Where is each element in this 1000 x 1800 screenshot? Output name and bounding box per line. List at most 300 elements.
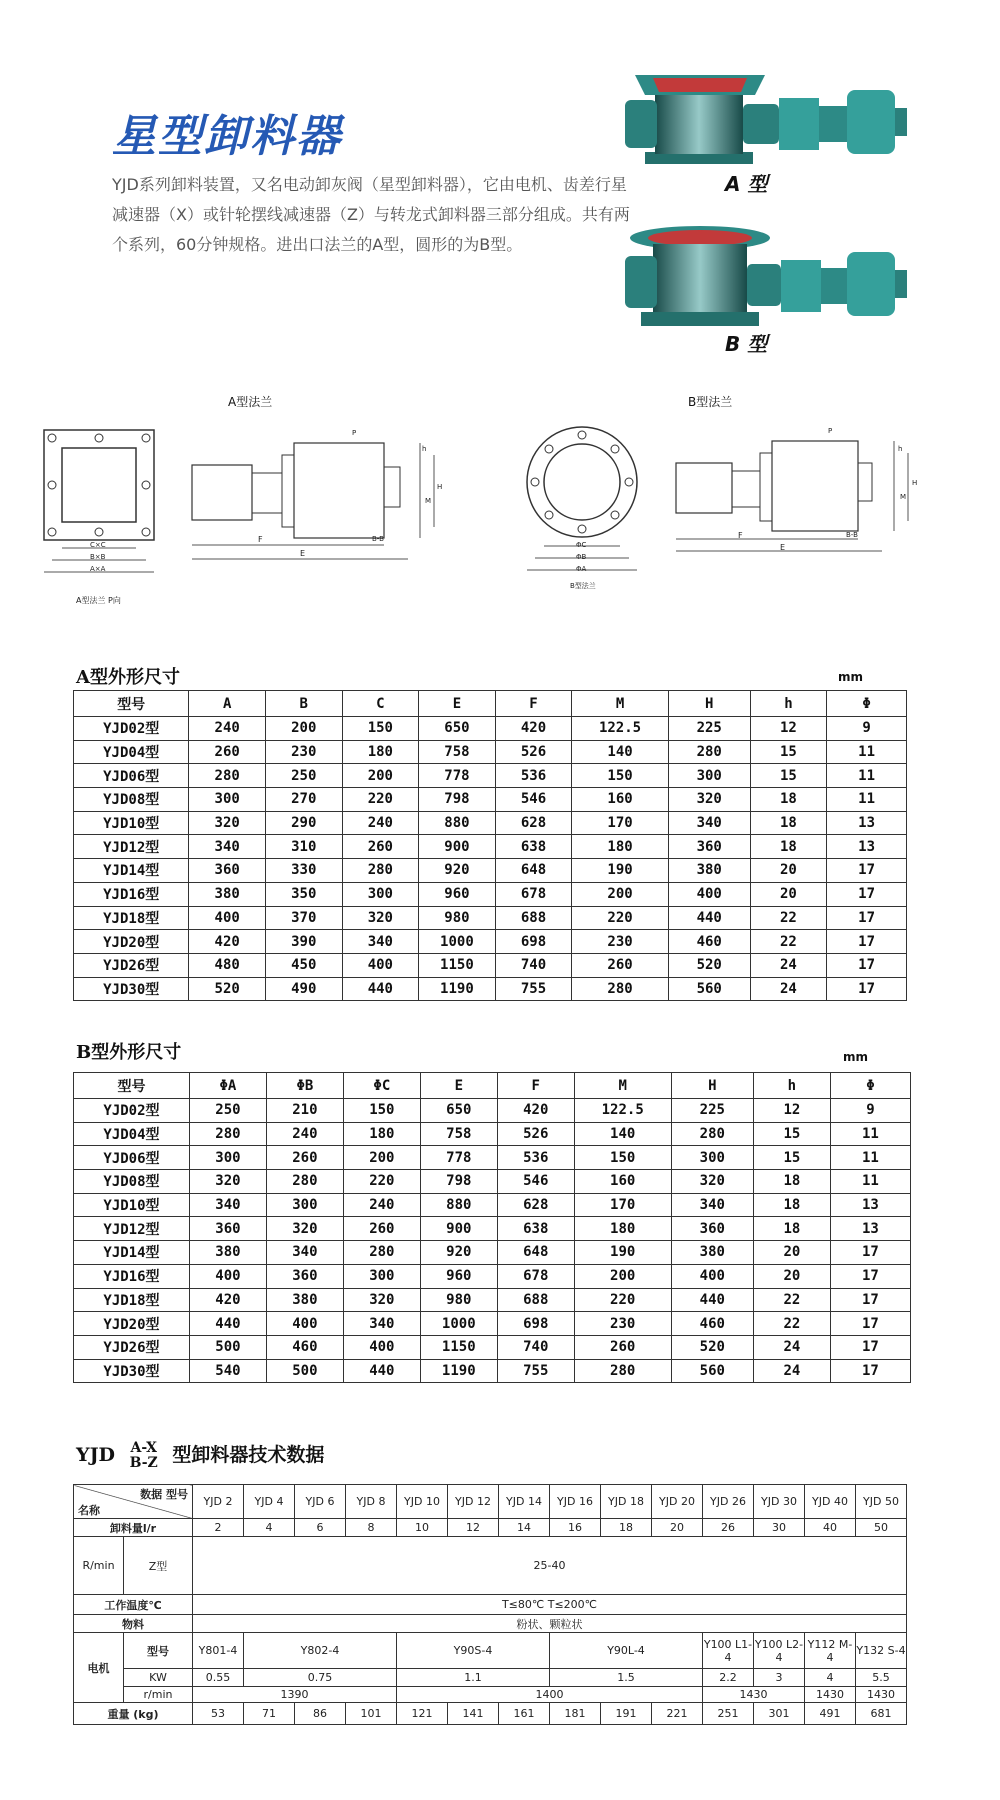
table-b-unit: mm <box>843 1050 869 1064</box>
value-cell: 200 <box>343 1146 420 1170</box>
value-cell: 360 <box>668 835 750 859</box>
table_b-header-8: h <box>753 1073 830 1099</box>
table-row <box>74 859 907 883</box>
value-cell: 460 <box>668 930 750 954</box>
weight-cell: 681 <box>856 1703 907 1725</box>
model-header-cell: YJD 50 <box>856 1485 907 1519</box>
capacity-cell: 18 <box>601 1519 652 1537</box>
rpm-cell: 1390 <box>193 1687 397 1703</box>
model-cell: YJD04型 <box>74 740 189 764</box>
value-cell: 170 <box>574 1193 671 1217</box>
value-cell: 638 <box>495 835 572 859</box>
value-cell: 460 <box>266 1335 343 1359</box>
table-a-title: A型外形尺寸 <box>76 667 180 688</box>
tech-data-body <box>74 1485 907 1725</box>
table-row <box>74 1170 911 1194</box>
kw-cell: 3 <box>754 1669 805 1687</box>
capacity-cell: 6 <box>295 1519 346 1537</box>
value-cell: 200 <box>572 882 669 906</box>
corner-bottom-label: 名称 <box>78 1503 100 1517</box>
table_b-header-9: Φ <box>830 1073 910 1099</box>
value-cell: 330 <box>265 859 342 883</box>
value-cell: 960 <box>419 882 496 906</box>
value-cell: 230 <box>574 1312 671 1336</box>
value-cell: 320 <box>189 1170 266 1194</box>
value-cell: 22 <box>753 1312 830 1336</box>
table-row <box>74 1359 911 1383</box>
table-row <box>74 1264 911 1288</box>
weight-cell: 86 <box>295 1703 346 1725</box>
value-cell: 798 <box>419 788 496 812</box>
value-cell: 13 <box>827 835 907 859</box>
value-cell: 280 <box>343 1241 420 1265</box>
value-cell: 960 <box>420 1264 497 1288</box>
tech-header-row <box>74 1485 907 1519</box>
model-cell: YJD26型 <box>74 1335 190 1359</box>
model-cell: YJD30型 <box>74 1359 190 1383</box>
value-cell: 628 <box>497 1193 574 1217</box>
value-cell: 440 <box>343 1359 420 1383</box>
value-cell: 678 <box>497 1264 574 1288</box>
table-row <box>74 953 907 977</box>
value-cell: 688 <box>497 1288 574 1312</box>
value-cell: 320 <box>342 906 419 930</box>
value-cell: 225 <box>671 1099 753 1123</box>
value-cell: 20 <box>753 1241 830 1265</box>
a-side-dim-bb: B-B <box>372 535 384 543</box>
value-cell: 280 <box>574 1359 671 1383</box>
kw-cell: 2.2 <box>703 1669 754 1687</box>
weight-cell: 251 <box>703 1703 754 1725</box>
material-value: 粉状、颗粒状 <box>193 1615 907 1633</box>
model-cell: YJD10型 <box>74 1193 190 1217</box>
model-header-cell: YJD 8 <box>346 1485 397 1519</box>
product-description: YJD系列卸料装置，又名电动卸灰阀（星型卸料器），它由电机、齿差行星减速器（X）或针轮摆线减速器（Z）与转龙式卸料器三部分组成。共有两个系列，60分钟规格。进出口法兰的A型，圆形的为B型。 <box>112 175 630 254</box>
weight-cell: 301 <box>754 1703 805 1725</box>
value-cell: 650 <box>419 717 496 741</box>
value-cell: 460 <box>671 1312 753 1336</box>
value-cell: 180 <box>342 740 419 764</box>
value-cell: 400 <box>342 953 419 977</box>
table_a-header-4: E <box>419 691 496 717</box>
speed-label: R/min <box>74 1537 124 1595</box>
table_a-header-2: B <box>265 691 342 717</box>
value-cell: 520 <box>668 953 750 977</box>
value-cell: 390 <box>265 930 342 954</box>
b-side-dim-f: F <box>738 531 743 540</box>
model-cell: YJD16型 <box>74 1264 190 1288</box>
capacity-cell: 2 <box>193 1519 244 1537</box>
capacity-cell: 30 <box>754 1519 805 1537</box>
table-b-body <box>74 1099 911 1383</box>
value-cell: 648 <box>497 1241 574 1265</box>
value-cell: 798 <box>420 1170 497 1194</box>
value-cell: 18 <box>753 1193 830 1217</box>
b-flange-caption: B型法兰 <box>570 582 596 590</box>
table-a-unit: mm <box>838 670 864 684</box>
value-cell: 180 <box>343 1122 420 1146</box>
value-cell: 13 <box>830 1193 910 1217</box>
a-side-dim-h-small: h <box>422 445 427 453</box>
value-cell: 520 <box>189 977 266 1001</box>
value-cell: 18 <box>750 835 827 859</box>
value-cell: 778 <box>419 764 496 788</box>
value-cell: 24 <box>753 1335 830 1359</box>
tech-weight-row <box>74 1703 907 1725</box>
table_a-header-1: A <box>189 691 266 717</box>
value-cell: 220 <box>574 1288 671 1312</box>
model-header-cell: YJD 10 <box>397 1485 448 1519</box>
table-row <box>74 1335 911 1359</box>
table-b-title: B型外形尺寸 <box>76 1042 182 1063</box>
table_b-header-0: 型号 <box>74 1073 190 1099</box>
table-a-dimensions <box>73 690 907 1001</box>
table-row <box>74 788 907 812</box>
capacity-cell: 20 <box>652 1519 703 1537</box>
table-row <box>74 811 907 835</box>
value-cell: 190 <box>574 1241 671 1265</box>
model-header-cell: YJD 40 <box>805 1485 856 1519</box>
rpm-cell: 1430 <box>703 1687 805 1703</box>
value-cell: 9 <box>827 717 907 741</box>
value-cell: 17 <box>827 859 907 883</box>
table-row <box>74 977 907 1001</box>
value-cell: 122.5 <box>574 1099 671 1123</box>
value-cell: 400 <box>671 1264 753 1288</box>
model-header-cell: YJD 18 <box>601 1485 652 1519</box>
value-cell: 360 <box>671 1217 753 1241</box>
value-cell: 560 <box>671 1359 753 1383</box>
value-cell: 250 <box>265 764 342 788</box>
value-cell: 880 <box>420 1193 497 1217</box>
model-cell: YJD06型 <box>74 764 189 788</box>
value-cell: 250 <box>189 1099 266 1123</box>
b-flange-dim-a: ΦA <box>576 565 587 573</box>
value-cell: 370 <box>265 906 342 930</box>
model-cell: YJD08型 <box>74 788 189 812</box>
value-cell: 260 <box>574 1335 671 1359</box>
model-cell: YJD14型 <box>74 859 189 883</box>
value-cell: 440 <box>342 977 419 1001</box>
value-cell: 526 <box>497 1122 574 1146</box>
kw-cell: 1.5 <box>550 1669 703 1687</box>
b-side-dim-bb: B-B <box>846 531 858 539</box>
value-cell: 536 <box>497 1146 574 1170</box>
value-cell: 260 <box>572 953 669 977</box>
value-cell: 300 <box>189 788 266 812</box>
value-cell: 22 <box>750 906 827 930</box>
table_a-header-5: F <box>495 691 572 717</box>
table_a-header-0: 型号 <box>74 691 189 717</box>
value-cell: 440 <box>668 906 750 930</box>
value-cell: 280 <box>668 740 750 764</box>
corner-top-label: 数据 型号 <box>140 1487 188 1501</box>
value-cell: 520 <box>671 1335 753 1359</box>
value-cell: 260 <box>343 1217 420 1241</box>
model-header-cell: YJD 16 <box>550 1485 601 1519</box>
kw-cell: 4 <box>805 1669 856 1687</box>
tech-capacity-row <box>74 1519 907 1537</box>
tech-title-prefix: YJD <box>76 1444 116 1466</box>
value-cell: 320 <box>343 1288 420 1312</box>
table_a-header-7: H <box>668 691 750 717</box>
value-cell: 17 <box>830 1264 910 1288</box>
value-cell: 340 <box>342 930 419 954</box>
value-cell: 270 <box>265 788 342 812</box>
value-cell: 160 <box>572 788 669 812</box>
value-cell: 698 <box>495 930 572 954</box>
value-cell: 500 <box>266 1359 343 1383</box>
value-cell: 300 <box>189 1146 266 1170</box>
value-cell: 400 <box>668 882 750 906</box>
value-cell: 536 <box>495 764 572 788</box>
speed-value: 25-40 <box>193 1537 907 1595</box>
capacity-cell: 26 <box>703 1519 754 1537</box>
value-cell: 230 <box>572 930 669 954</box>
value-cell: 380 <box>189 882 266 906</box>
model-header-cell: YJD 14 <box>499 1485 550 1519</box>
model-cell: YJD26型 <box>74 953 189 977</box>
value-cell: 920 <box>420 1241 497 1265</box>
model-cell: YJD02型 <box>74 717 189 741</box>
weight-cell: 141 <box>448 1703 499 1725</box>
model-header-cell: YJD 26 <box>703 1485 754 1519</box>
value-cell: 240 <box>266 1122 343 1146</box>
value-cell: 1000 <box>419 930 496 954</box>
value-cell: 220 <box>342 788 419 812</box>
product-a-image <box>615 60 915 196</box>
value-cell: 320 <box>668 788 750 812</box>
tech-corner-cell <box>74 1485 193 1519</box>
value-cell: 280 <box>189 1122 266 1146</box>
value-cell: 340 <box>671 1193 753 1217</box>
value-cell: 280 <box>342 859 419 883</box>
value-cell: 300 <box>342 882 419 906</box>
weight-cell: 221 <box>652 1703 703 1725</box>
value-cell: 24 <box>753 1359 830 1383</box>
value-cell: 15 <box>753 1122 830 1146</box>
a-side-dim-f: F <box>258 535 263 544</box>
capacity-cell: 14 <box>499 1519 550 1537</box>
value-cell: 230 <box>265 740 342 764</box>
b-flange-dim-c: ΦC <box>576 541 587 549</box>
table_a-header-9: Φ <box>827 691 907 717</box>
value-cell: 18 <box>750 811 827 835</box>
model-header-cell: YJD 20 <box>652 1485 703 1519</box>
value-cell: 980 <box>419 906 496 930</box>
table-row <box>74 1099 911 1123</box>
value-cell: 500 <box>189 1335 266 1359</box>
value-cell: 440 <box>671 1288 753 1312</box>
value-cell: 24 <box>750 977 827 1001</box>
value-cell: 1190 <box>420 1359 497 1383</box>
value-cell: 11 <box>827 788 907 812</box>
tech-data-table <box>73 1484 907 1725</box>
value-cell: 526 <box>495 740 572 764</box>
value-cell: 755 <box>495 977 572 1001</box>
model-cell: YJD02型 <box>74 1099 190 1123</box>
value-cell: 17 <box>827 882 907 906</box>
value-cell: 280 <box>671 1122 753 1146</box>
value-cell: 1000 <box>420 1312 497 1336</box>
value-cell: 140 <box>572 740 669 764</box>
speed-sub-label: Z型 <box>124 1537 193 1595</box>
value-cell: 11 <box>830 1170 910 1194</box>
value-cell: 260 <box>266 1146 343 1170</box>
value-cell: 225 <box>668 717 750 741</box>
value-cell: 420 <box>495 717 572 741</box>
value-cell: 900 <box>419 835 496 859</box>
kw-label: KW <box>124 1669 193 1687</box>
value-cell: 170 <box>572 811 669 835</box>
motor-model-cell: Y801-4 <box>193 1633 244 1669</box>
value-cell: 380 <box>189 1241 266 1265</box>
value-cell: 320 <box>671 1170 753 1194</box>
model-cell: YJD12型 <box>74 835 189 859</box>
value-cell: 22 <box>753 1288 830 1312</box>
model-cell: YJD20型 <box>74 930 189 954</box>
value-cell: 12 <box>753 1099 830 1123</box>
value-cell: 11 <box>830 1122 910 1146</box>
value-cell: 260 <box>342 835 419 859</box>
motor-model-cell: Y90S-4 <box>397 1633 550 1669</box>
value-cell: 340 <box>343 1312 420 1336</box>
value-cell: 290 <box>265 811 342 835</box>
drawing-b-title: B型法兰 <box>688 395 733 409</box>
technical-drawings <box>0 385 1000 625</box>
value-cell: 11 <box>830 1146 910 1170</box>
a-side-dim-p: P <box>352 429 357 437</box>
value-cell: 320 <box>189 811 266 835</box>
table-row <box>74 740 907 764</box>
value-cell: 17 <box>827 906 907 930</box>
value-cell: 220 <box>572 906 669 930</box>
value-cell: 340 <box>266 1241 343 1265</box>
motor-label: 电机 <box>74 1633 124 1703</box>
value-cell: 380 <box>266 1288 343 1312</box>
value-cell: 20 <box>750 859 827 883</box>
weight-cell: 181 <box>550 1703 601 1725</box>
model-cell: YJD10型 <box>74 811 189 835</box>
model-cell: YJD04型 <box>74 1122 190 1146</box>
tech-speed-row <box>74 1537 907 1595</box>
value-cell: 24 <box>750 953 827 977</box>
table_a-header-6: M <box>572 691 669 717</box>
a-flange-dim-a: A×A <box>90 565 106 573</box>
capacity-cell: 16 <box>550 1519 601 1537</box>
value-cell: 140 <box>574 1122 671 1146</box>
motor-model-cell: Y132 S-4 <box>856 1633 907 1669</box>
a-flange-dim-b: B×B <box>90 553 106 561</box>
table-row <box>74 717 907 741</box>
tech-title-variants <box>130 1441 158 1471</box>
table_b-header-2: ΦB <box>266 1073 343 1099</box>
tech-temp-row <box>74 1595 907 1615</box>
value-cell: 650 <box>420 1099 497 1123</box>
value-cell: 200 <box>574 1264 671 1288</box>
value-cell: 740 <box>495 953 572 977</box>
value-cell: 360 <box>189 1217 266 1241</box>
value-cell: 122.5 <box>572 717 669 741</box>
value-cell: 450 <box>265 953 342 977</box>
table-a-body <box>74 717 907 1001</box>
value-cell: 400 <box>189 1264 266 1288</box>
value-cell: 280 <box>572 977 669 1001</box>
motor-model-cell: Y112 M-4 <box>805 1633 856 1669</box>
value-cell: 210 <box>266 1099 343 1123</box>
value-cell: 490 <box>265 977 342 1001</box>
value-cell: 15 <box>750 740 827 764</box>
value-cell: 17 <box>830 1241 910 1265</box>
rpm-cell: 1430 <box>856 1687 907 1703</box>
value-cell: 240 <box>343 1193 420 1217</box>
value-cell: 240 <box>189 717 266 741</box>
value-cell: 150 <box>572 764 669 788</box>
table-row <box>74 1146 911 1170</box>
table-row <box>74 930 907 954</box>
value-cell: 160 <box>574 1170 671 1194</box>
capacity-cell: 8 <box>346 1519 397 1537</box>
value-cell: 758 <box>420 1122 497 1146</box>
page-title: 星型卸料器 <box>112 111 342 162</box>
weight-cell: 191 <box>601 1703 652 1725</box>
a-side-dim-h: H <box>437 483 443 491</box>
value-cell: 17 <box>827 953 907 977</box>
value-cell: 540 <box>189 1359 266 1383</box>
value-cell: 17 <box>827 977 907 1001</box>
value-cell: 420 <box>189 1288 266 1312</box>
table_a-header-8: h <box>750 691 827 717</box>
value-cell: 900 <box>420 1217 497 1241</box>
table_a-header-3: C <box>342 691 419 717</box>
table-a-header-row <box>74 691 907 717</box>
value-cell: 880 <box>419 811 496 835</box>
value-cell: 180 <box>574 1217 671 1241</box>
model-cell: YJD16型 <box>74 882 189 906</box>
table-b-header-row <box>74 1073 911 1099</box>
value-cell: 340 <box>189 1193 266 1217</box>
a-flange-caption: A型法兰 P向 <box>76 596 121 605</box>
value-cell: 15 <box>753 1146 830 1170</box>
tech-motor-model-row <box>74 1633 907 1669</box>
material-label: 物料 <box>74 1615 193 1633</box>
value-cell: 12 <box>750 717 827 741</box>
model-header-cell: YJD 2 <box>193 1485 244 1519</box>
value-cell: 13 <box>830 1217 910 1241</box>
capacity-cell: 10 <box>397 1519 448 1537</box>
model-cell: YJD06型 <box>74 1146 190 1170</box>
value-cell: 18 <box>750 788 827 812</box>
table-row <box>74 906 907 930</box>
value-cell: 778 <box>420 1146 497 1170</box>
value-cell: 17 <box>830 1312 910 1336</box>
value-cell: 1150 <box>419 953 496 977</box>
value-cell: 1150 <box>420 1335 497 1359</box>
value-cell: 150 <box>574 1146 671 1170</box>
value-cell: 18 <box>753 1217 830 1241</box>
motor-model-cell: Y802-4 <box>244 1633 397 1669</box>
value-cell: 20 <box>753 1264 830 1288</box>
weight-cell: 101 <box>346 1703 397 1725</box>
model-cell: YJD14型 <box>74 1241 190 1265</box>
drawing-a-title: A型法兰 <box>228 395 273 409</box>
value-cell: 300 <box>671 1146 753 1170</box>
model-cell: YJD30型 <box>74 977 189 1001</box>
rpm-cell: 1430 <box>805 1687 856 1703</box>
model-cell: YJD08型 <box>74 1170 190 1194</box>
value-cell: 17 <box>830 1359 910 1383</box>
table-row <box>74 764 907 788</box>
